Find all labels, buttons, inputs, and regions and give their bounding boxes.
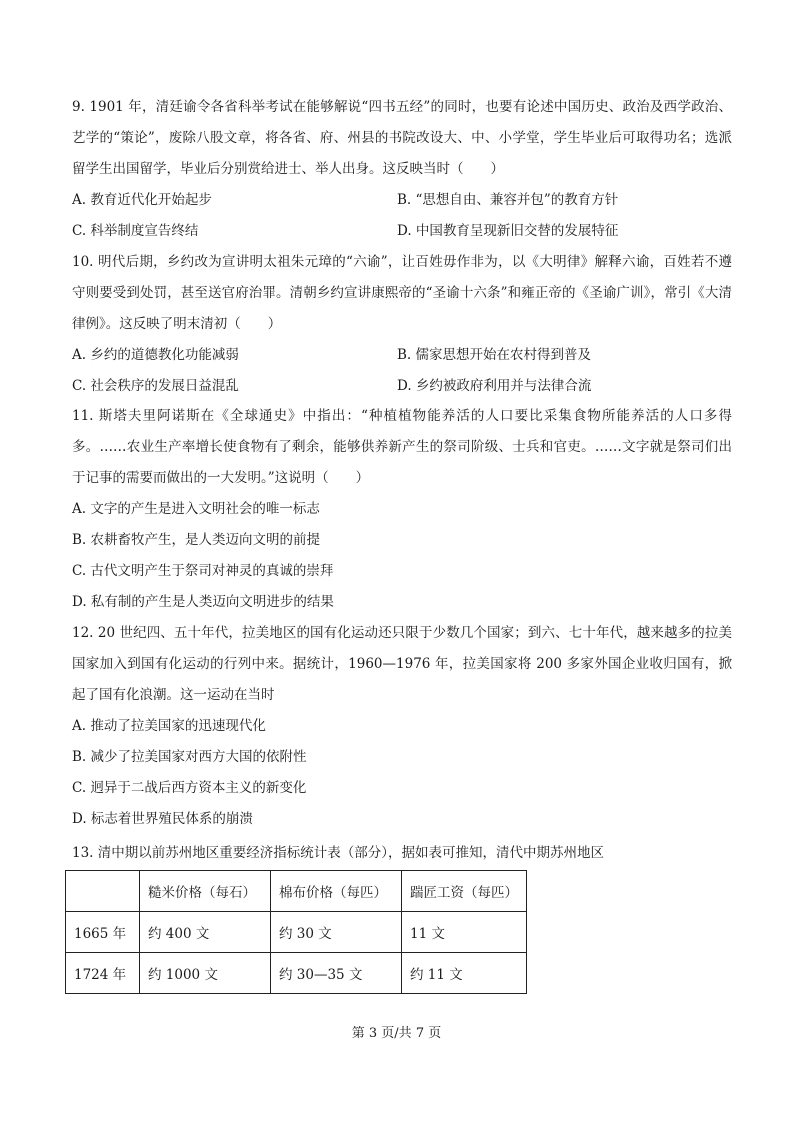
option-c: C. 科举制度宣告终结 (72, 223, 199, 239)
table-header-cell: 棉布价格（每匹） (271, 871, 402, 912)
economic-indicators-table (65, 870, 527, 994)
option-b: B. 减少了拉美国家对西方大国的依附性 (72, 749, 307, 765)
options-grid (72, 340, 732, 402)
table-header-cell: 糙米价格（每石） (140, 871, 271, 912)
table-cell: 约 11 文 (402, 953, 527, 994)
table-header-cell (66, 871, 140, 912)
question-stem: 10. 明代后期，乡约改为宣讲明太祖朱元璋的“六谕”，让百姓毋作非为，以《大明律》解释六谕，百姓若不遵守则要受到处罚，甚至送官府治罪。清朝乡约宣讲康熙帝的“圣谕十六条”和雍正帝的《圣谕广训》，常引《大清律例》。这反映了明末清初（ ） (72, 254, 732, 332)
option-a: A. 乡约的道德教化功能减弱 (72, 347, 239, 363)
question-13 (72, 838, 732, 869)
table-cell: 约 400 文 (140, 912, 271, 953)
table-cell: 约 30 文 (271, 912, 402, 953)
option-d: D. 标志着世界殖民体系的崩溃 (72, 811, 253, 827)
question-9 (72, 92, 732, 247)
table-cell: 11 文 (402, 912, 527, 953)
question-10 (72, 247, 732, 402)
option-d: D. 乡约被政府利用并与法律合流 (397, 378, 592, 394)
table-header-row (66, 871, 527, 912)
table-cell: 1665 年 (66, 912, 140, 953)
option-b: B. 儒家思想开始在农村得到普及 (397, 347, 592, 363)
table-cell: 约 1000 文 (140, 953, 271, 994)
question-stem: 11. 斯塔夫里阿诺斯在《全球通史》中指出：“种植植物能养活的人口要比采集食物所能养活的人口多得多。……农业生产率增长使食物有了剩余，能够供养新产生的祭司阶级、士兵和官吏。……文字就是祭司们出于记事的需要而做出的一大发明。”这说明（ ） (72, 408, 732, 486)
table-header-cell: 踹匠工资（每匹） (402, 871, 527, 912)
page-number-footer: 第 3 页/共 7 页 (351, 1026, 442, 1041)
question-stem: 13. 清中期以前苏州地区重要经济指标统计表（部分），据如表可推知，清代中期苏州地区 (72, 845, 605, 861)
option-d: D. 私有制的产生是人类迈向文明进步的结果 (72, 594, 334, 610)
option-b: B. 农耕畜牧产生，是人类迈向文明的前提 (72, 532, 321, 548)
option-c: C. 社会秩序的发展日益混乱 (72, 378, 239, 394)
table-cell: 1724 年 (66, 953, 140, 994)
table-row (66, 953, 527, 994)
option-c: C. 古代文明产生于祭司对神灵的真诚的崇拜 (72, 563, 334, 579)
option-d: D. 中国教育呈现新旧交替的发展特征 (397, 223, 619, 239)
question-11 (72, 401, 732, 618)
option-c: C. 迥异于二战后西方资本主义的新变化 (72, 780, 307, 796)
table-cell: 约 30—35 文 (271, 953, 402, 994)
options-grid (72, 185, 732, 247)
option-a: A. 文字的产生是进入文明社会的唯一标志 (72, 501, 320, 517)
option-a: A. 教育近代化开始起步 (72, 192, 212, 208)
question-12 (72, 618, 732, 835)
table-row (66, 912, 527, 953)
option-b: B. “思想自由、兼容并包”的教育方针 (397, 192, 619, 208)
question-stem: 9. 1901 年，清廷谕令各省科举考试在能够解说“四书五经”的同时，也要有论述中国历史、政治及西学政治、艺学的“策论”，废除八股文章，将各省、府、州县的书院改设大、中、小学堂，学生毕业后可取得功名；选派留学生出国留学，毕业后分别赏给进士、举人出身。这反映当时（ ） (72, 99, 732, 177)
option-a: A. 推动了拉美国家的迅速现代化 (72, 718, 266, 734)
question-stem: 12. 20 世纪四、五十年代，拉美地区的国有化运动还只限于少数几个国家；到六、七十年代，越来越多的拉美国家加入到国有化运动的行列中来。据统计，1960—1976 年，拉美国家将 200 多家外国企业收归国有，掀起了国有化浪潮。这一运动在当时 (72, 625, 732, 703)
